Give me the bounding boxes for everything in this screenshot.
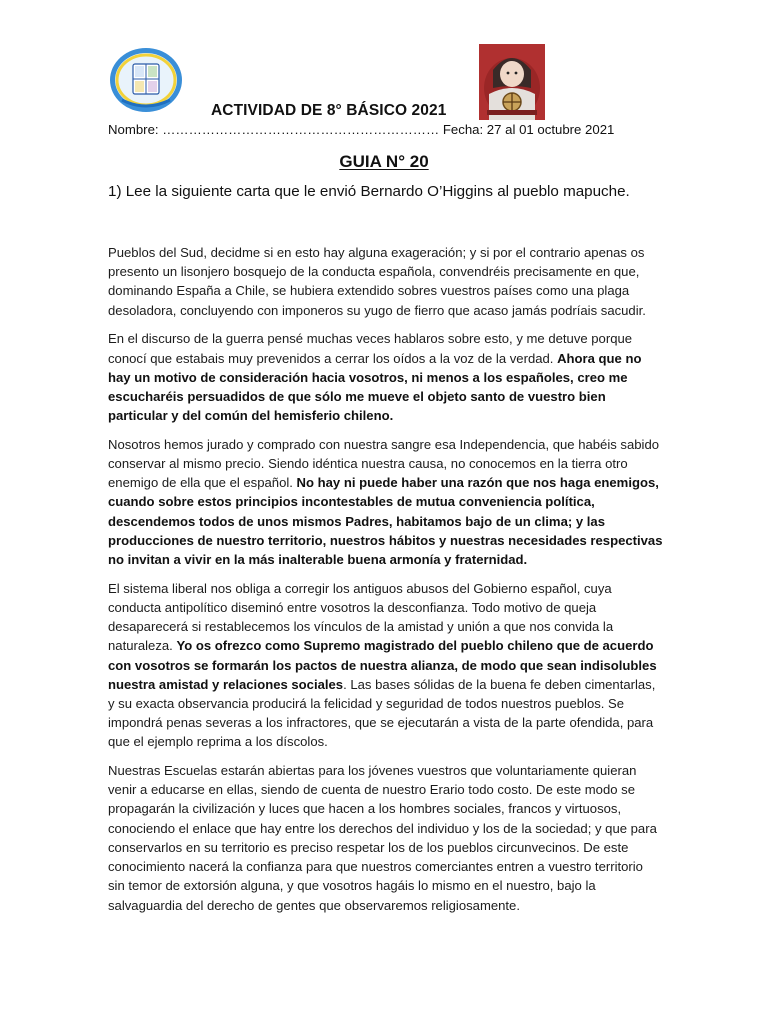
name-date-line: Nombre: ……………………………………………………… Fecha: 27 al 01 octubre 2021 [108, 122, 615, 137]
letter-paragraph-3 [108, 435, 663, 569]
letter-bold-text: No hay ni puede haber una razón que nos haga enemigos, cuando sobre estos principios incontestables de mutua conveniencia política, descendemos todos de unos mismos Padres, habitamos bajo de un clima; y las producciones de nuestro territorio, nuestros hábitos y nuestras necesidades respectivas no invitan a vivir en la más inalterable buena armonía y fraternidad. [108, 475, 663, 568]
mapuche-figure-logo [479, 44, 545, 120]
letter-bold-text: Ahora que no hay un motivo de consideración hacia vosotros, ni menos a los españoles, creo me escucharéis persuadidos de que sólo me mueve el objeto santo de vuestro bien particular y del común del hemisferio chileno. [108, 350, 642, 424]
letter-text: En el discurso de la guerra pensé muchas veces hablaros sobre esto, y me detuve porque conocí que estabais muy prevenidos a cerrar los oídos a la voz de la verdad. [108, 331, 633, 366]
letter-text: Nosotros hemos jurado y comprado con nuestra sangre esa Independencia, que habéis sabido conservar al mismo precio. Siendo idéntica nuestra causa, no conocemos en la tierra otro enemigo de ella que el español. [108, 436, 660, 491]
letter-text: Nuestras Escuelas estarán abiertas para los jóvenes vuestros que voluntariamente quieran venir a educarse en ellas, siendo de cuenta de nuestro Erario todo costo. De este modo se propagarán la civilización y luces que hacen a los hombres sociales, francos y virtuosos, conociendo el enlace que hay entre los derechos del individuo y los de la sociedad; y que para conservarlos en su territorio es preciso respetar los de los pueblos circunvecinos. De este conocimiento nacerá la confianza para que nuestros comerciantes entren a vuestro territorio sin temor de extorsión alguna, y que vosotros hagáis lo mismo en el nuestro, bajo la salvaguardia del derecho de gentes que observaremos religiosamente. [108, 763, 657, 913]
letter-text: Pueblos del Sud, decidme si en esto hay alguna exageración; y si por el contrario apenas os presento un lisonjero bosquejo de la conducta española, convendréis precisamente en que, dominando España a Chile, se hubiera extendido sobres vuestros países como una plaga desoladora, concluyendo con imponeros su yugo de fierro que acaso jamás podríais sacudir. [108, 245, 646, 318]
letter-body [108, 243, 663, 924]
activity-title: ACTIVIDAD DE 8° BÁSICO 2021 [211, 102, 447, 119]
guide-title [0, 152, 768, 172]
letter-text: El sistema liberal nos obliga a corregir los antiguos abusos del Gobierno español, cuya conducta antipolítico diseminó entre vosotros la desconfianza. Todo motivo de queja desaparecerá si restablecemos los vínculos de la amistad y unión a que nos convida la naturaleza. [108, 580, 614, 654]
letter-paragraph-2 [108, 329, 663, 425]
guide-title-text: GUIA N° 20 [339, 152, 429, 171]
letter-text: . Las bases sólidas de la buena fe deben cimentarlas, y su exacta observancia producirá la felicidad y seguridad de todos nuestros pueblos. Se impondrá penas severas a los infractores, que se ejecutarán a vista de la parte ofendida, para que el ejemplo reprima a los díscolos. [108, 676, 656, 750]
letter-paragraph-1 [108, 243, 663, 320]
school-crest-logo [108, 46, 184, 114]
letter-paragraph-5 [108, 761, 663, 915]
letter-paragraph-4 [108, 579, 663, 752]
instruction: 1) Lee la siguiente carta que le envió Bernardo O’Higgins al pueblo mapuche. [108, 183, 630, 200]
letter-bold-text: Yo os ofrezco como Supremo magistrado del pueblo chileno que de acuerdo con vosotros se formarán los pactos de nuestra alianza, de modo que sean indisolubles nuestra amistad y relaciones sociales [108, 638, 657, 692]
